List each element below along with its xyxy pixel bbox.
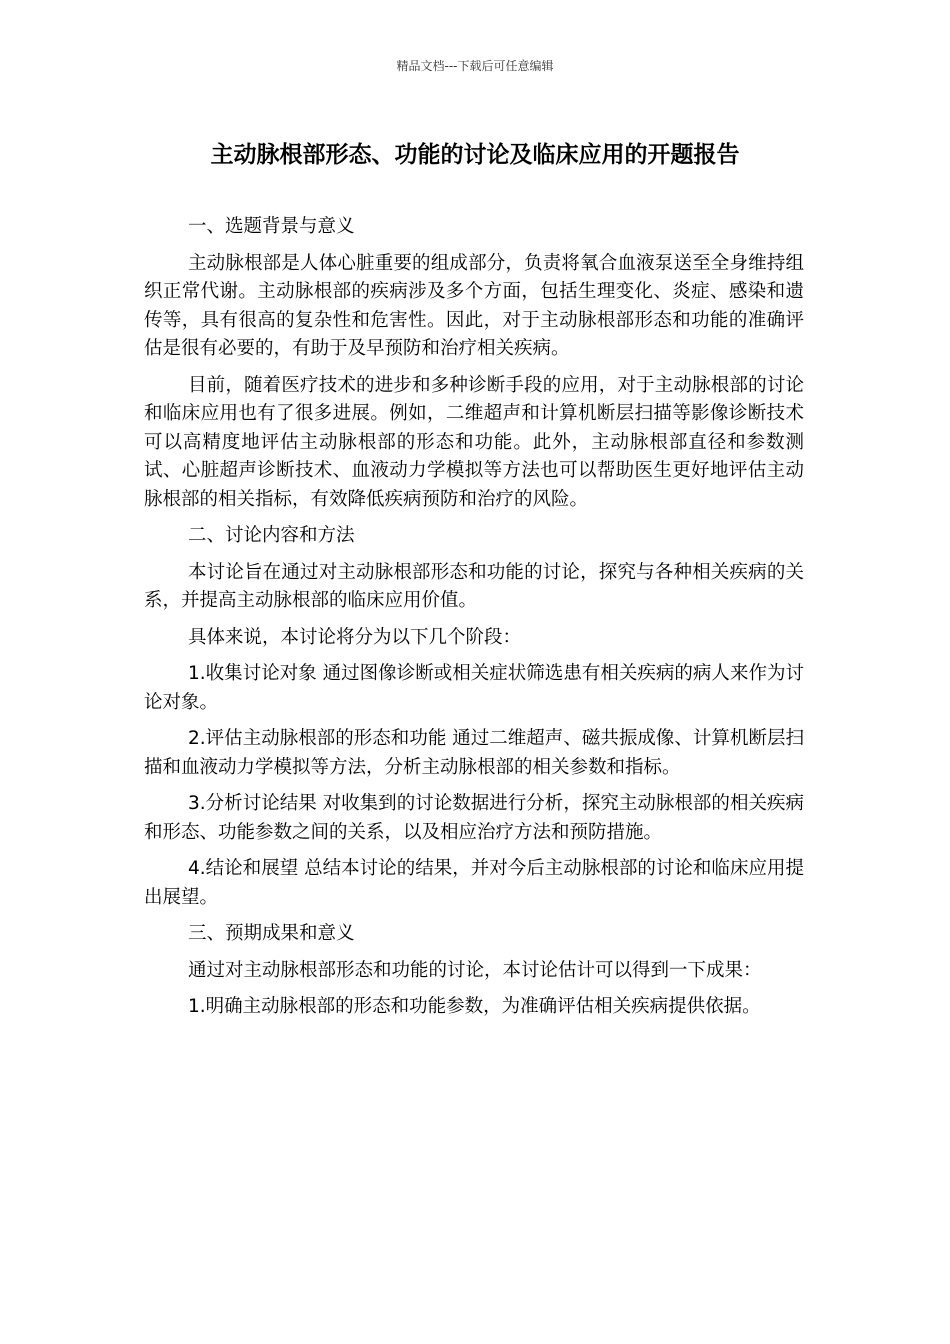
list-item: 3.分析讨论结果 对收集到的讨论数据进行分析，探究主动脉根部的相关疾病和形态、功能参数之间的关系，以及相应治疗方法和预防措施。 <box>144 793 804 843</box>
section-heading-2: 二、讨论内容和方法 <box>188 525 355 546</box>
paragraph: 具体来说，本讨论将分为以下几个阶段： <box>188 626 522 648</box>
paragraph: 本讨论旨在通过对主动脉根部形态和功能的讨论，探究与各种相关疾病的关系，并提高主动脉根部的临床应用价值。 <box>144 561 804 611</box>
section-heading-1: 一、选题背景与意义 <box>188 216 355 237</box>
paragraph: 主动脉根部是人体心脏重要的组成部分，负责将氧合血液泵送至全身维持组织正常代谢。主动脉根部的疾病涉及多个方面，包括生理变化、炎症、感染和遗传等，具有很高的复杂性和危害性。因此，对于主动脉根部形态和功能的准确评估是很有必要的，有助于及早预防和治疗相关疾病。 <box>144 252 804 359</box>
list-item: 1.收集讨论对象 通过图像诊断或相关症状筛选患有相关疾病的病人来作为讨论对象。 <box>144 663 804 713</box>
list-item: 4.结论和展望 总结本讨论的结果，并对今后主动脉根部的讨论和临床应用提出展望。 <box>144 858 804 908</box>
document-body <box>144 213 804 1030</box>
list-item: 1.明确主动脉根部的形态和功能参数，为准确评估相关疾病提供依据。 <box>188 996 761 1017</box>
header-note: 精品文档---下载后可任意编辑 <box>396 59 554 73</box>
section-heading-3: 三、预期成果和意义 <box>188 923 355 944</box>
paragraph: 目前，随着医疗技术的进步和多种诊断手段的应用，对于主动脉根部的讨论和临床应用也有了很多进展。例如，二维超声和计算机断层扫描等影像诊断技术可以高精度地评估主动脉根部的形态和功能。此外，主动脉根部直径和参数测试、心脏超声诊断技术、血液动力学模拟等方法也可以帮助医生更好地评估主动脉根部的相关指标，有效降低疾病预防和治疗的风险。 <box>144 374 804 510</box>
list-item: 2.评估主动脉根部的形态和功能 通过二维超声、磁共振成像、计算机断层扫描和血液动力学模拟等方法，分析主动脉根部的相关参数和指标。 <box>144 728 804 778</box>
paragraph: 通过对主动脉根部形态和功能的讨论，本讨论估计可以得到一下成果： <box>188 959 762 981</box>
document-title: 主动脉根部形态、功能的讨论及临床应用的开题报告 <box>210 142 740 168</box>
